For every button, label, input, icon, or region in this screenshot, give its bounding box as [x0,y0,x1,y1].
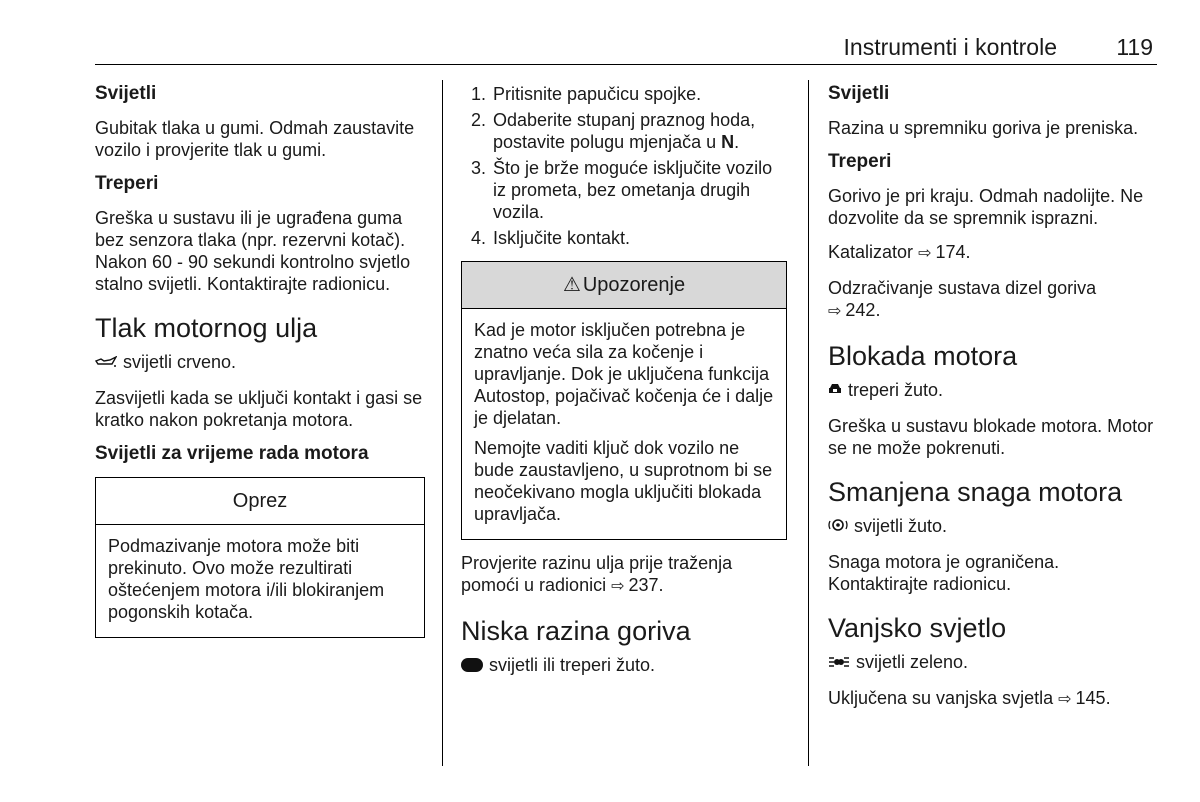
power-status-line [828,515,1163,539]
subheading-treperi: Treperi [828,151,892,172]
warning-text: Nemojte vaditi ključ dok vozilo ne bude zaustavljeno, u suprotnom bi se neočekivano mogla uključiti blokada upravljača. [474,438,773,524]
paragraph: Greška u sustavu ili je ugrađena guma bez senzora tlaka (npr. rezervni kotač). Nakon 60 - 90 sekundi kontrolno svjetlo stalno svijetli. Kontaktirajte radionicu. [95,208,411,294]
page-reference: ⇨ 237. [611,575,663,595]
oil-status-text: svijetli crveno. [123,352,237,372]
subheading-treperi: Treperi [95,173,159,194]
fuel-status-text: svijetli ili treperi žuto. [489,655,656,675]
paragraph: Gubitak tlaka u gumi. Odmah zaustavite vozilo i provjerite tlak u gumi. [95,118,415,160]
paragraph: Katalizator ⇨ 174. [828,241,1163,265]
caution-box [95,477,425,638]
page-header [95,34,1157,65]
column-2 [461,83,787,688]
column-divider [808,80,809,766]
section-title: Instrumenti i kontrole [843,34,1057,60]
page-reference: ⇨ 242. [828,300,880,320]
engine-gear-icon [828,517,848,539]
oil-can-icon [95,353,117,375]
exterior-light-icon [828,653,850,675]
page-number: 119 [1116,34,1153,60]
column-1 [95,83,425,650]
warning-box [461,261,787,540]
immo-status-line [828,379,1163,403]
page-reference: ⇨ 145. [1058,688,1110,708]
caution-title: Oprez [96,478,424,525]
warning-title: Upozorenje [582,274,686,296]
fuel-oval-icon [461,658,483,672]
list-item: 3. Što je brže moguće isključite vozilo iz prometa, bez ometanja drugih vozila. [471,158,773,222]
heading-low-fuel: Niska razina goriva [461,616,691,646]
heading-oil-pressure: Tlak motornog ulja [95,313,318,343]
paragraph: Gorivo je pri kraju. Odmah nadolijte. Ne dozvolite da se spremnik isprazni. [828,186,1144,228]
heading-exterior-light: Vanjsko svjetlo [828,613,1007,643]
column-3 [828,83,1163,723]
lights-status-text: svijetli zeleno. [856,652,969,672]
subheading-svijetli: Svijetli [95,83,157,104]
column-divider [442,80,443,766]
oil-status-line [95,351,425,375]
list-item: 4. Isključite kontakt. [471,228,631,248]
warning-text: Kad je motor isključen potrebna je znatno veća sila za kočenje i upravljanje. Dok je uključena funkcija Autostop, pojačivač kočenja će i dalje je djelatan. [474,320,774,428]
power-status-text: svijetli žuto. [854,516,948,536]
fuel-status-line [461,654,787,676]
paragraph: Odzračivanje sustava dizel goriva ⇨ 242. [828,277,1163,323]
caution-text: Podmazivanje motora može biti prekinuto. Ovo može rezultirati oštećenjem motora i/ili blokiranjem pogonskih kotača. [108,536,385,622]
list-item: 2. Odaberite stupanj praznog hoda, postavite polugu mjenjača u N. [471,110,756,152]
heading-reduced-power: Smanjena snaga motora [828,477,1123,507]
subheading-svijetli: Svijetli [828,83,890,104]
paragraph: Razina u spremniku goriva je preniska. [828,118,1139,138]
page-reference: ⇨ 174. [918,242,970,262]
warning-title-bar [462,262,786,309]
immo-status-text: treperi žuto. [848,380,944,400]
steps-list [461,83,787,249]
car-lock-icon [828,381,842,403]
warning-triangle-icon: ⚠ [562,274,581,296]
paragraph: Uključena su vanjska svjetla ⇨ 145. [828,687,1163,711]
subheading-running: Svijetli za vrijeme rada motora [95,443,369,464]
heading-immobilizer: Blokada motora [828,341,1018,371]
paragraph: Provjerite razinu ulja prije traženja pomoći u radionici ⇨ 237. [461,552,787,598]
paragraph: Greška u sustavu blokade motora. Motor se ne može pokrenuti. [828,416,1154,458]
list-item: 1. Pritisnite papučicu spojke. [471,84,702,104]
paragraph: Snaga motora je ograničena. Kontaktirajte radionicu. [828,552,1060,594]
lights-status-line [828,651,1163,675]
paragraph: Zasvijetli kada se uključi kontakt i gasi se kratko nakon pokretanja motora. [95,388,423,430]
